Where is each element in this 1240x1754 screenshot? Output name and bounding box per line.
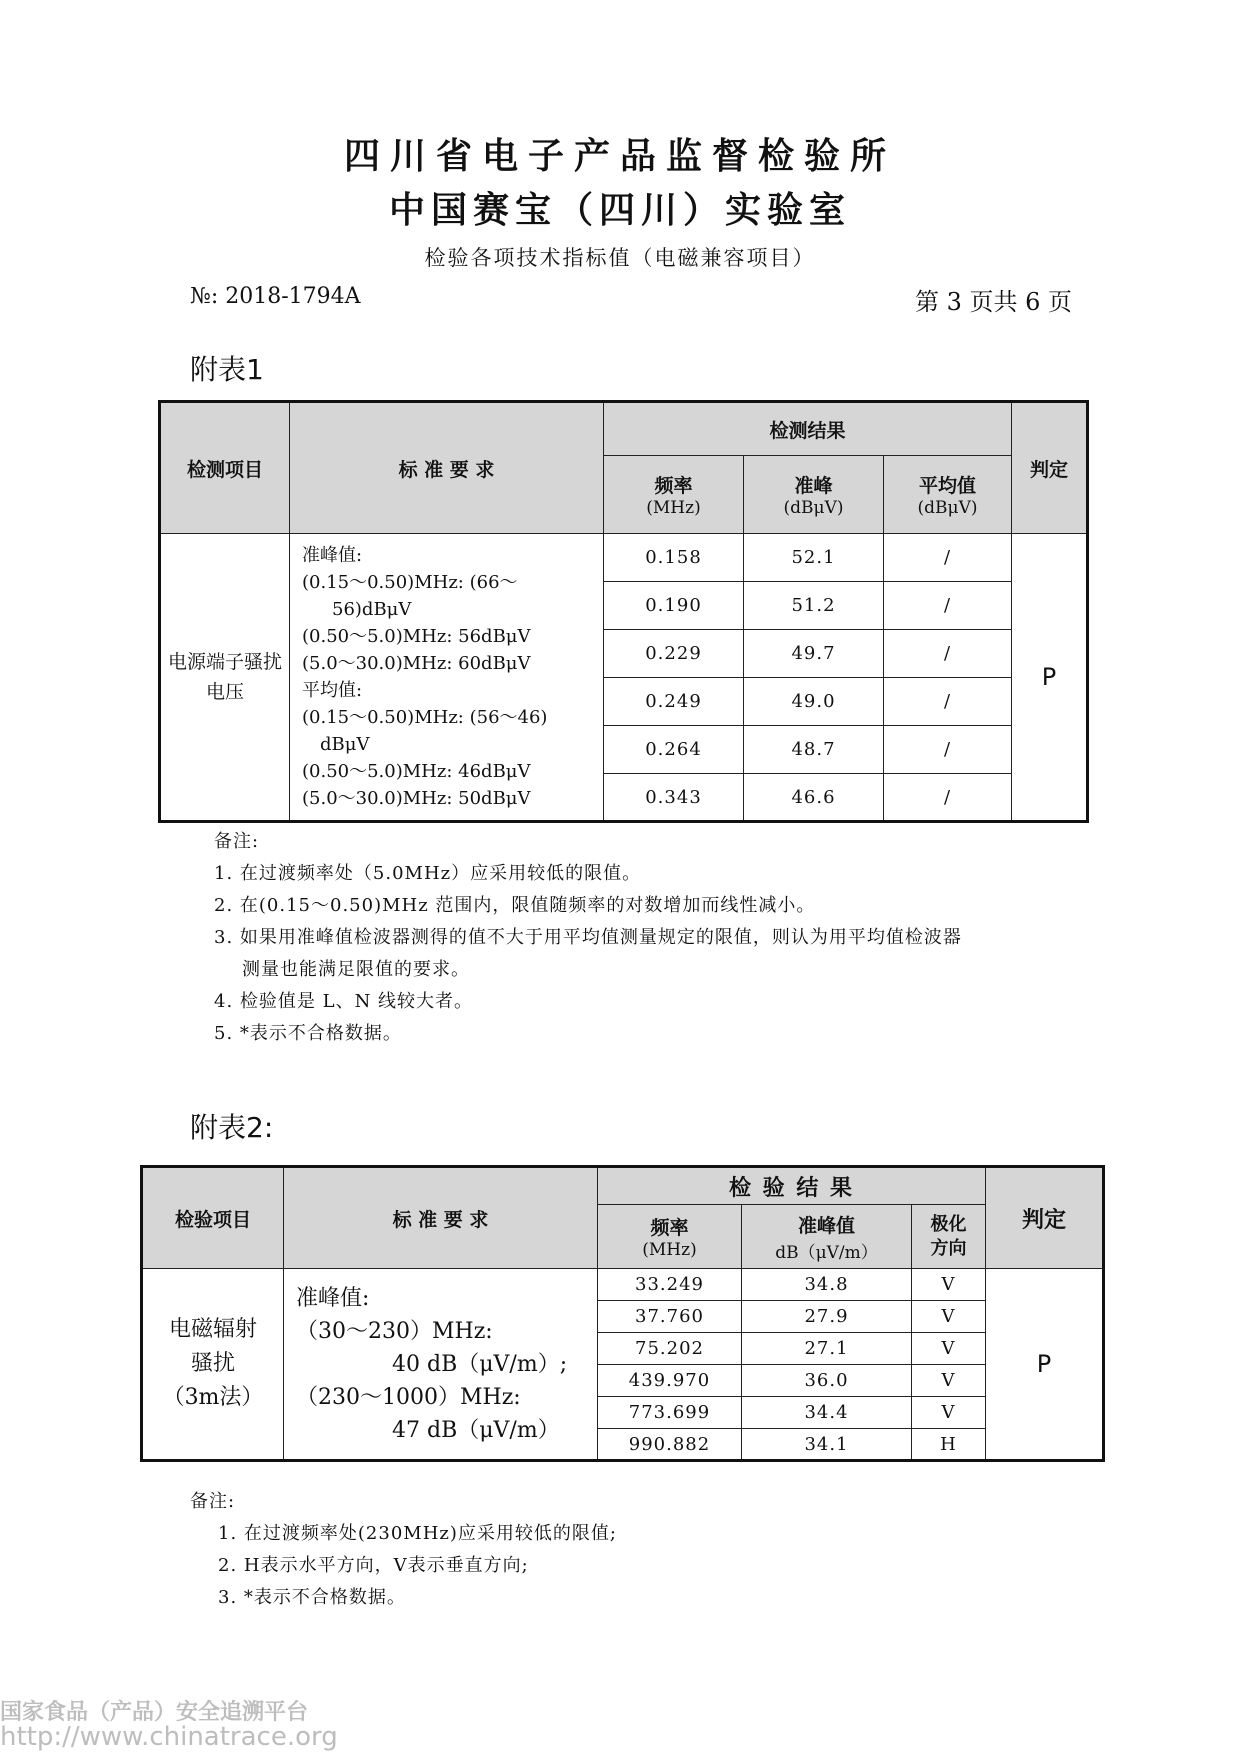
table2-freq-cell: 439.970	[598, 1365, 742, 1397]
table1-note: 2. 在(0.15～0.50)MHz 范围内，限值随频率的对数增加而线性减小。	[214, 895, 816, 916]
table2-freq-cell: 37.760	[598, 1301, 742, 1333]
table2-radiated-emission	[140, 1165, 1105, 1462]
document-subtitle: 检验各项技术指标值（电磁兼容项目）	[424, 246, 816, 270]
table1-header-verdict: 判定	[1012, 402, 1088, 534]
table2-header-verdict: 判定	[986, 1167, 1104, 1269]
table1-notes	[214, 826, 962, 1050]
watermark-platform-name: 国家食品（产品）安全追溯平台	[0, 1700, 309, 1725]
table1-freq-cell: 0.249	[604, 678, 744, 726]
table2-header-qp: 准峰值 dB（μV/m）	[742, 1205, 912, 1269]
table1-notes-title: 备注:	[214, 831, 260, 852]
table2-note: 1. 在过渡频率处(230MHz)应采用较低的限值;	[218, 1523, 617, 1544]
table1-avg-cell: /	[884, 630, 1012, 678]
table1-header-qp: 准峰 (dBμV)	[744, 456, 884, 534]
table1-avg-cell: /	[884, 582, 1012, 630]
table1-note: 5. *表示不合格数据。	[214, 1023, 402, 1044]
table2-freq-cell: 33.249	[598, 1269, 742, 1301]
table1-freq-cell: 0.343	[604, 774, 744, 822]
table2-standard-requirements: 准峰值: （30～230）MHz: 40 dB（μV/m）; （230～1000）MHz: 47 dB（μV/m）	[284, 1269, 598, 1461]
report-number: №: 2018-1794A	[190, 284, 361, 309]
table2-qp-cell: 36.0	[742, 1365, 912, 1397]
table1-conducted-emission	[158, 400, 1089, 823]
table1-note: 测量也能满足限值的要求。	[242, 959, 470, 980]
table2-notes	[190, 1486, 617, 1614]
table1-header-standard: 标 准 要 求	[290, 402, 604, 534]
table2-header-polarization: 极化方向	[912, 1205, 986, 1269]
table2-note: 2. H表示水平方向，V表示垂直方向;	[218, 1555, 529, 1576]
table1-avg-cell: /	[884, 726, 1012, 774]
table2-pol-cell: V	[912, 1333, 986, 1365]
watermark-url: http://www.chinatrace.org	[0, 1722, 338, 1752]
table2-pol-cell: V	[912, 1397, 986, 1429]
table2-pol-cell: H	[912, 1429, 986, 1461]
table1-note: 4. 检验值是 L、N 线较大者。	[214, 991, 474, 1012]
table1-avg-cell: /	[884, 678, 1012, 726]
table2-item-name: 电磁辐射 骚扰 （3m法）	[142, 1269, 284, 1461]
table2-pol-cell: V	[912, 1269, 986, 1301]
table2-note: 3. *表示不合格数据。	[218, 1587, 406, 1608]
table2-header-result: 检 验 结 果	[598, 1167, 986, 1205]
table1-header-avg: 平均值 (dBμV)	[884, 456, 1012, 534]
table2-qp-cell: 27.1	[742, 1333, 912, 1365]
lab-title: 中国赛宝（四川）实验室	[388, 190, 851, 231]
table2-header-item: 检验项目	[142, 1167, 284, 1269]
table1-header-freq: 频率 (MHz)	[604, 456, 744, 534]
table1-avg-cell: /	[884, 774, 1012, 822]
table1-header-item: 检测项目	[160, 402, 290, 534]
table1-freq-cell: 0.190	[604, 582, 744, 630]
table1-freq-cell: 0.229	[604, 630, 744, 678]
table2-qp-cell: 27.9	[742, 1301, 912, 1333]
table1-header-result: 检测结果	[604, 402, 1012, 456]
table1-freq-cell: 0.264	[604, 726, 744, 774]
table1-standard-requirements: 准峰值: (0.15～0.50)MHz: (66～ 56)dBμV (0.50～5.0)MHz: 56dBμV (5.0～30.0)MHz: 60dBμV 平均值: (0.15～0.50)MHz: (56～46) dBμV (0.50～5.0)MHz: 46dBμV (5.0～30.0)MHz: 50dBμV	[290, 534, 604, 822]
table2-pol-cell: V	[912, 1301, 986, 1333]
table2-qp-cell: 34.8	[742, 1269, 912, 1301]
table2-qp-cell: 34.1	[742, 1429, 912, 1461]
table2-freq-cell: 75.202	[598, 1333, 742, 1365]
table1-qp-cell: 51.2	[744, 582, 884, 630]
table1-item-name: 电源端子骚扰电压	[160, 534, 290, 822]
table1-qp-cell: 46.6	[744, 774, 884, 822]
table2-qp-cell: 34.4	[742, 1397, 912, 1429]
table2-label: 附表2:	[190, 1111, 274, 1144]
table1-label: 附表1	[190, 353, 264, 386]
table1-qp-cell: 48.7	[744, 726, 884, 774]
table1-qp-cell: 49.0	[744, 678, 884, 726]
table1-qp-cell: 49.7	[744, 630, 884, 678]
table1-note: 3. 如果用准峰值检波器测得的值不大于用平均值测量规定的限值，则认为用平均值检波器	[214, 927, 962, 948]
table1-qp-cell: 52.1	[744, 534, 884, 582]
table2-verdict: P	[986, 1269, 1104, 1461]
institute-title: 四川省电子产品监督检验所	[343, 136, 896, 177]
table2-header-freq: 频率 (MHz)	[598, 1205, 742, 1269]
table1-avg-cell: /	[884, 534, 1012, 582]
table2-notes-title: 备注:	[190, 1491, 236, 1512]
table2-header-standard: 标 准 要 求	[284, 1167, 598, 1269]
page-info: 第 3 页共 6 页	[914, 288, 1072, 316]
table2-pol-cell: V	[912, 1365, 986, 1397]
table2-freq-cell: 773.699	[598, 1397, 742, 1429]
table2-freq-cell: 990.882	[598, 1429, 742, 1461]
table1-verdict: P	[1012, 534, 1088, 822]
table1-freq-cell: 0.158	[604, 534, 744, 582]
table1-note: 1. 在过渡频率处（5.0MHz）应采用较低的限值。	[214, 863, 642, 884]
